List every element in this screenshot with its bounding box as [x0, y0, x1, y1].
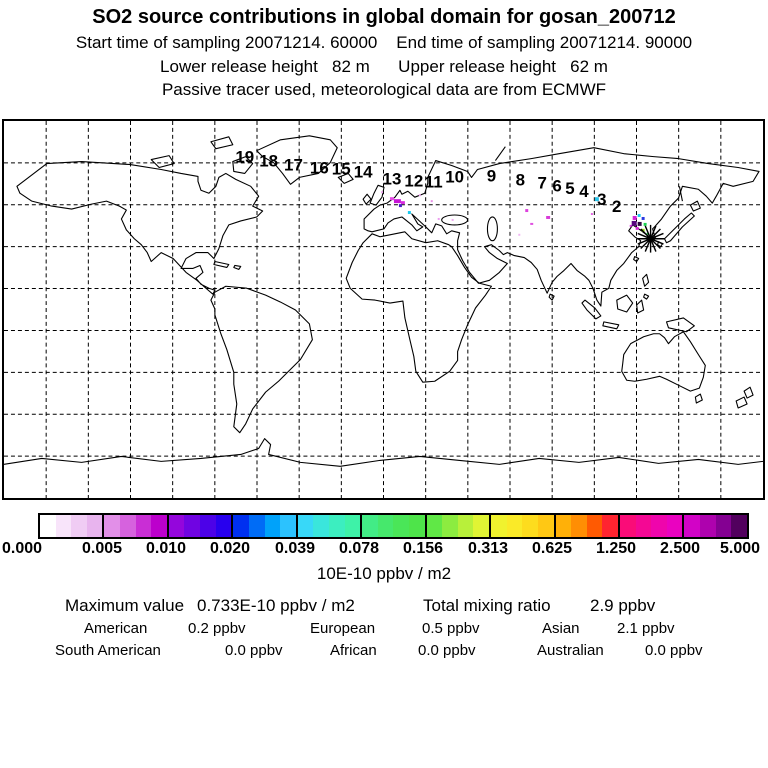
region-african-label: African	[330, 642, 377, 659]
start-time-text: Start time of sampling 20071214. 60000	[75, 33, 378, 52]
colorbar-tick: 0.313	[467, 540, 509, 557]
world-map	[2, 119, 765, 500]
svg-text:17: 17	[284, 155, 303, 175]
svg-text:13: 13	[382, 169, 402, 189]
colorbar-cell	[458, 515, 474, 537]
colorbar	[38, 513, 749, 539]
region-contributions-row-2	[0, 642, 768, 660]
colorbar-cell	[360, 515, 378, 537]
region-american-label: American	[84, 620, 148, 637]
colorbar-tick: 0.000	[1, 540, 43, 557]
summary-stats-row	[0, 596, 768, 616]
lower-release-text: Lower release height 82 m	[160, 57, 370, 76]
region-african-value: 0.0 ppbv	[418, 642, 476, 659]
colorbar-cell	[716, 515, 732, 537]
colorbar-cell	[489, 515, 507, 537]
colorbar-tick: 5.000	[719, 540, 761, 557]
colorbar-cell	[231, 515, 249, 537]
svg-text:4: 4	[579, 182, 589, 202]
colorbar-tick: 0.625	[531, 540, 573, 557]
colorbar-cell	[87, 515, 103, 537]
colorbar-cell	[538, 515, 554, 537]
colorbar-cell	[442, 515, 458, 537]
colorbar-cell	[184, 515, 200, 537]
region-australian-label: Australian	[537, 642, 604, 659]
colorbar-cell	[682, 515, 700, 537]
colorbar-cell	[265, 515, 281, 537]
colorbar-cell	[249, 515, 265, 537]
colorbar-cell	[71, 515, 87, 537]
colorbar-cell	[102, 515, 120, 537]
upper-release-text: Upper release height 62 m	[398, 57, 608, 76]
colorbar-tick: 0.039	[274, 540, 316, 557]
colorbar-cell	[136, 515, 152, 537]
gap1	[377, 33, 396, 53]
svg-text:12: 12	[404, 171, 424, 191]
colorbar-cell	[280, 515, 296, 537]
colorbar-cell	[667, 515, 683, 537]
region-contributions-row-1	[0, 620, 768, 638]
colorbar-cell	[636, 515, 652, 537]
svg-text:9: 9	[486, 166, 497, 186]
colorbar-cell	[731, 515, 747, 537]
region-southamerican-label: South American	[55, 642, 161, 659]
colorbar-cell	[618, 515, 636, 537]
colorbar-unit: 10E-10 ppbv / m2	[316, 564, 452, 583]
colorbar-tick-labels	[0, 540, 768, 560]
svg-text:5: 5	[565, 179, 575, 199]
colorbar-cell	[602, 515, 618, 537]
svg-text:11: 11	[424, 172, 443, 192]
colorbar-tick: 0.005	[81, 540, 123, 557]
colorbar-cell	[151, 515, 167, 537]
region-asian-label: Asian	[542, 620, 580, 637]
svg-text:18: 18	[259, 151, 279, 171]
end-time-text: End time of sampling 20071214. 90000	[396, 33, 693, 52]
colorbar-cell	[554, 515, 572, 537]
svg-text:3: 3	[597, 190, 607, 210]
colorbar-cell	[507, 515, 523, 537]
world-map-svg	[4, 121, 763, 498]
total-ratio-label: Total mixing ratio	[423, 596, 551, 615]
svg-text:15: 15	[331, 159, 351, 179]
region-european-label: European	[310, 620, 376, 637]
colorbar-cell	[296, 515, 314, 537]
receptor-site-marker	[637, 225, 665, 253]
region-australian-value: 0.0 ppbv	[645, 642, 703, 659]
gap2	[370, 57, 398, 77]
colorbar-tick: 1.250	[595, 540, 637, 557]
colorbar-cell	[56, 515, 72, 537]
region-southamerican-value: 0.0 ppbv	[225, 642, 283, 659]
colorbar-cell	[378, 515, 394, 537]
colorbar-cell	[587, 515, 603, 537]
colorbar-cell	[393, 515, 409, 537]
svg-text:16: 16	[309, 158, 329, 178]
svg-text:8: 8	[515, 170, 525, 190]
contribution-pixels	[381, 191, 649, 236]
svg-text:7: 7	[537, 173, 547, 193]
colorbar-cell	[473, 515, 489, 537]
colorbar-cell	[120, 515, 136, 537]
region-american-value: 0.2 ppbv	[188, 620, 246, 637]
colorbar-cell	[571, 515, 587, 537]
region-european-value: 0.5 ppbv	[422, 620, 480, 637]
colorbar-cell	[329, 515, 345, 537]
colorbar-tick: 2.500	[659, 540, 701, 557]
colorbar-cell	[409, 515, 425, 537]
sampling-time-line	[0, 33, 768, 53]
max-value-number: 0.733E-10 ppbv / m2	[197, 596, 355, 615]
colorbar-cell	[522, 515, 538, 537]
svg-text:19: 19	[235, 147, 255, 167]
release-height-line	[0, 57, 768, 77]
svg-text:6: 6	[552, 176, 562, 196]
colorbar-tick: 0.156	[402, 540, 444, 557]
colorbar-cell	[167, 515, 185, 537]
colorbar-cell	[200, 515, 216, 537]
tracer-note: Passive tracer used, meteorological data are from ECMWF	[161, 80, 607, 99]
svg-text:10: 10	[445, 167, 465, 187]
colorbar-cell	[40, 515, 56, 537]
colorbar-cell	[313, 515, 329, 537]
svg-text:14: 14	[353, 162, 373, 182]
colorbar-tick: 0.020	[209, 540, 251, 557]
colorbar-cell	[651, 515, 667, 537]
svg-text:2: 2	[612, 197, 622, 217]
colorbar-tick: 0.078	[338, 540, 380, 557]
max-value-label: Maximum value	[65, 596, 185, 615]
total-ratio-number: 2.9 ppbv	[590, 596, 656, 615]
colorbar-cell	[425, 515, 443, 537]
colorbar-cell	[700, 515, 716, 537]
colorbar-cell	[216, 515, 232, 537]
colorbar-cell	[345, 515, 361, 537]
page-title: SO2 source contributions in global domain for gosan_200712	[92, 6, 676, 28]
colorbar-tick: 0.010	[145, 540, 187, 557]
region-asian-value: 2.1 ppbv	[617, 620, 675, 637]
